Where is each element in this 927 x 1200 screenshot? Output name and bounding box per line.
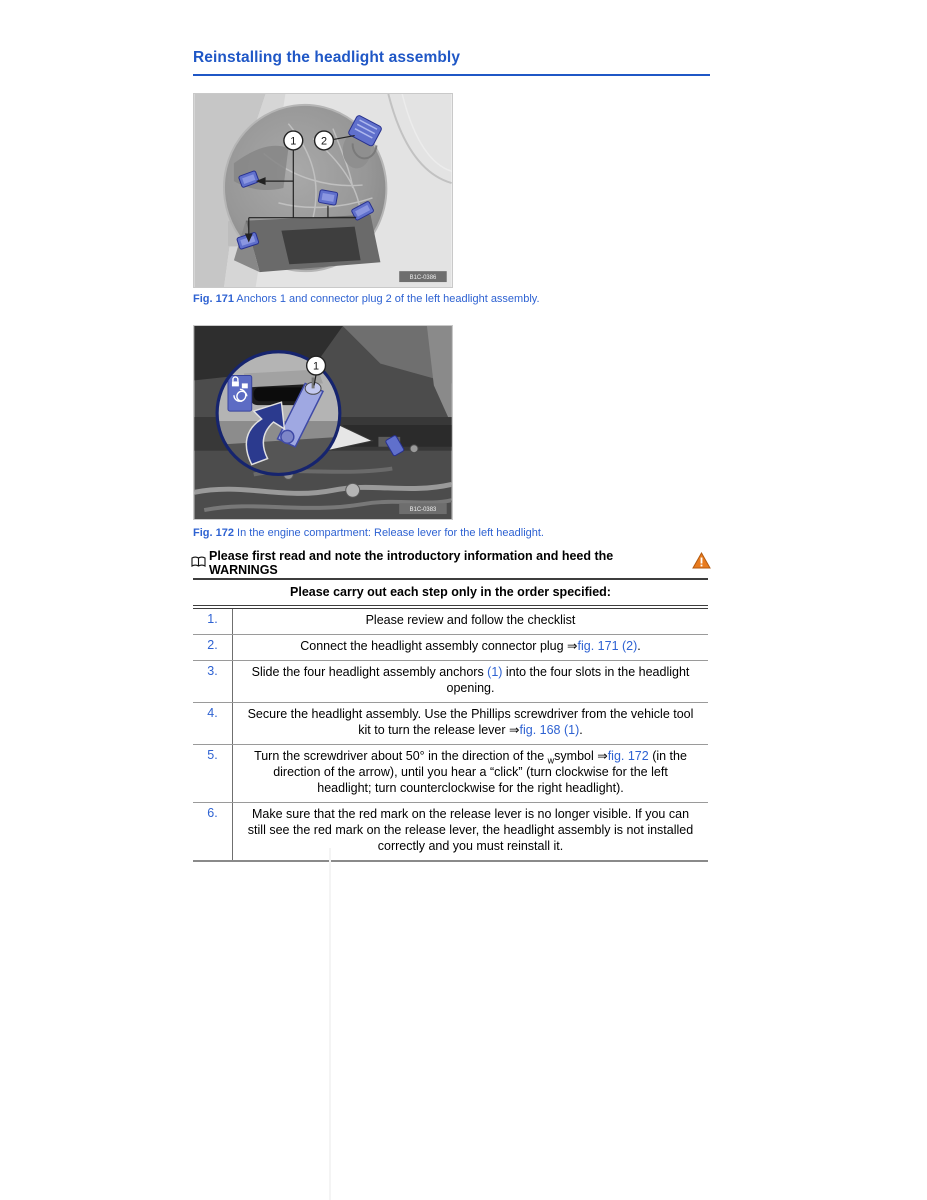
step-text-segment: symbol ⇒ <box>554 749 608 763</box>
figure-172-release-lever <box>193 325 453 520</box>
table-row <box>193 702 708 744</box>
table-row <box>193 660 708 702</box>
figure-reference-link[interactable]: fig. 172 <box>607 749 649 763</box>
image-code-badge <box>399 503 447 514</box>
step-text <box>233 745 708 802</box>
step-number: 2. <box>193 635 233 660</box>
step-text-segment: Slide the four headlight assembly anchors <box>251 665 488 679</box>
svg-text:1: 1 <box>290 135 297 148</box>
figure-171-caption-label: Fig. 171 <box>193 293 234 305</box>
figure-reference-link[interactable]: fig. 171 (2) <box>577 639 638 653</box>
step-text-segment: . <box>637 639 641 653</box>
step-text <box>233 609 708 634</box>
figure-reference-link[interactable]: (1) <box>487 665 503 679</box>
svg-text:2: 2 <box>320 135 328 148</box>
section-title-block <box>193 49 710 76</box>
step-text-segment: Connect the headlight assembly connector plug ⇒ <box>300 639 578 653</box>
engine-compartment-illustration <box>194 326 452 519</box>
step-text-segment: . <box>579 723 583 737</box>
step-text <box>233 803 708 860</box>
table-row <box>193 802 708 860</box>
step-text-segment: Please review and follow the checklist <box>365 613 576 627</box>
svg-text:B1C-0386: B1C-0386 <box>409 275 437 282</box>
step-text-segment: (in the direction of the arrow), until you hear a “click” (turn clockwise for the left headlight; turn counterclockwise for the right headlight). <box>273 749 687 795</box>
callout-2 <box>315 131 334 150</box>
steps-table-body <box>193 609 708 860</box>
step-text-segment: Secure the headlight assembly. Use the Phillips screwdriver from the vehicle tool kit to turn the release lever ⇒ <box>247 707 694 737</box>
callout-1 <box>284 131 303 150</box>
lock-sticker <box>228 375 252 411</box>
step-number: 4. <box>193 703 233 744</box>
figure-172-caption <box>193 527 713 540</box>
svg-text:B1C-0383: B1C-0383 <box>409 507 437 514</box>
page-title: Reinstalling the headlight assembly <box>193 49 461 66</box>
table-row <box>193 609 708 634</box>
steps-table-header: Please carry out each step only in the order specified: <box>193 580 708 609</box>
figure-171-headlight-opening <box>193 93 453 288</box>
rotation-symbol: w <box>547 755 555 766</box>
figure-172-caption-text: In the engine compartment: Release lever for the left headlight. <box>237 527 544 539</box>
step-text-segment: into the four slots in the headlight opening. <box>446 665 690 695</box>
figure-172-caption-label: Fig. 172 <box>193 527 234 539</box>
image-code-badge <box>399 271 447 282</box>
step-text-segment: Make sure that the red mark on the release lever is no longer visible. If you can still see the red mark on the release lever, the headlight assembly is not installed correctly and you must reinstall it. <box>247 807 694 853</box>
table-row <box>193 744 708 802</box>
step-text <box>233 661 708 702</box>
warning-triangle-icon <box>692 552 711 572</box>
steps-table <box>193 578 708 862</box>
step-text <box>233 635 708 660</box>
step-number: 1. <box>193 609 233 634</box>
table-row <box>193 634 708 660</box>
open-book-icon <box>191 556 206 571</box>
step-number: 6. <box>193 803 233 860</box>
step-number: 5. <box>193 745 233 802</box>
step-text-segment: Turn the screwdriver about 50° in the direction of the <box>254 749 548 763</box>
svg-text:1: 1 <box>313 360 320 373</box>
intro-warning-text: Please first read and note the introductory information and heed the WARNINGS <box>209 549 614 577</box>
headlight-opening-illustration <box>194 94 452 287</box>
figure-171-caption <box>193 293 713 306</box>
figure-reference-link[interactable]: fig. 168 (1) <box>519 723 580 737</box>
step-number: 3. <box>193 661 233 702</box>
figure-171-caption-text: Anchors 1 and connector plug 2 of the left headlight assembly. <box>236 293 540 305</box>
page-fold-artifact <box>329 848 331 1200</box>
intro-warning-note <box>191 549 711 577</box>
callout-1 <box>307 356 326 375</box>
step-text <box>233 703 708 744</box>
